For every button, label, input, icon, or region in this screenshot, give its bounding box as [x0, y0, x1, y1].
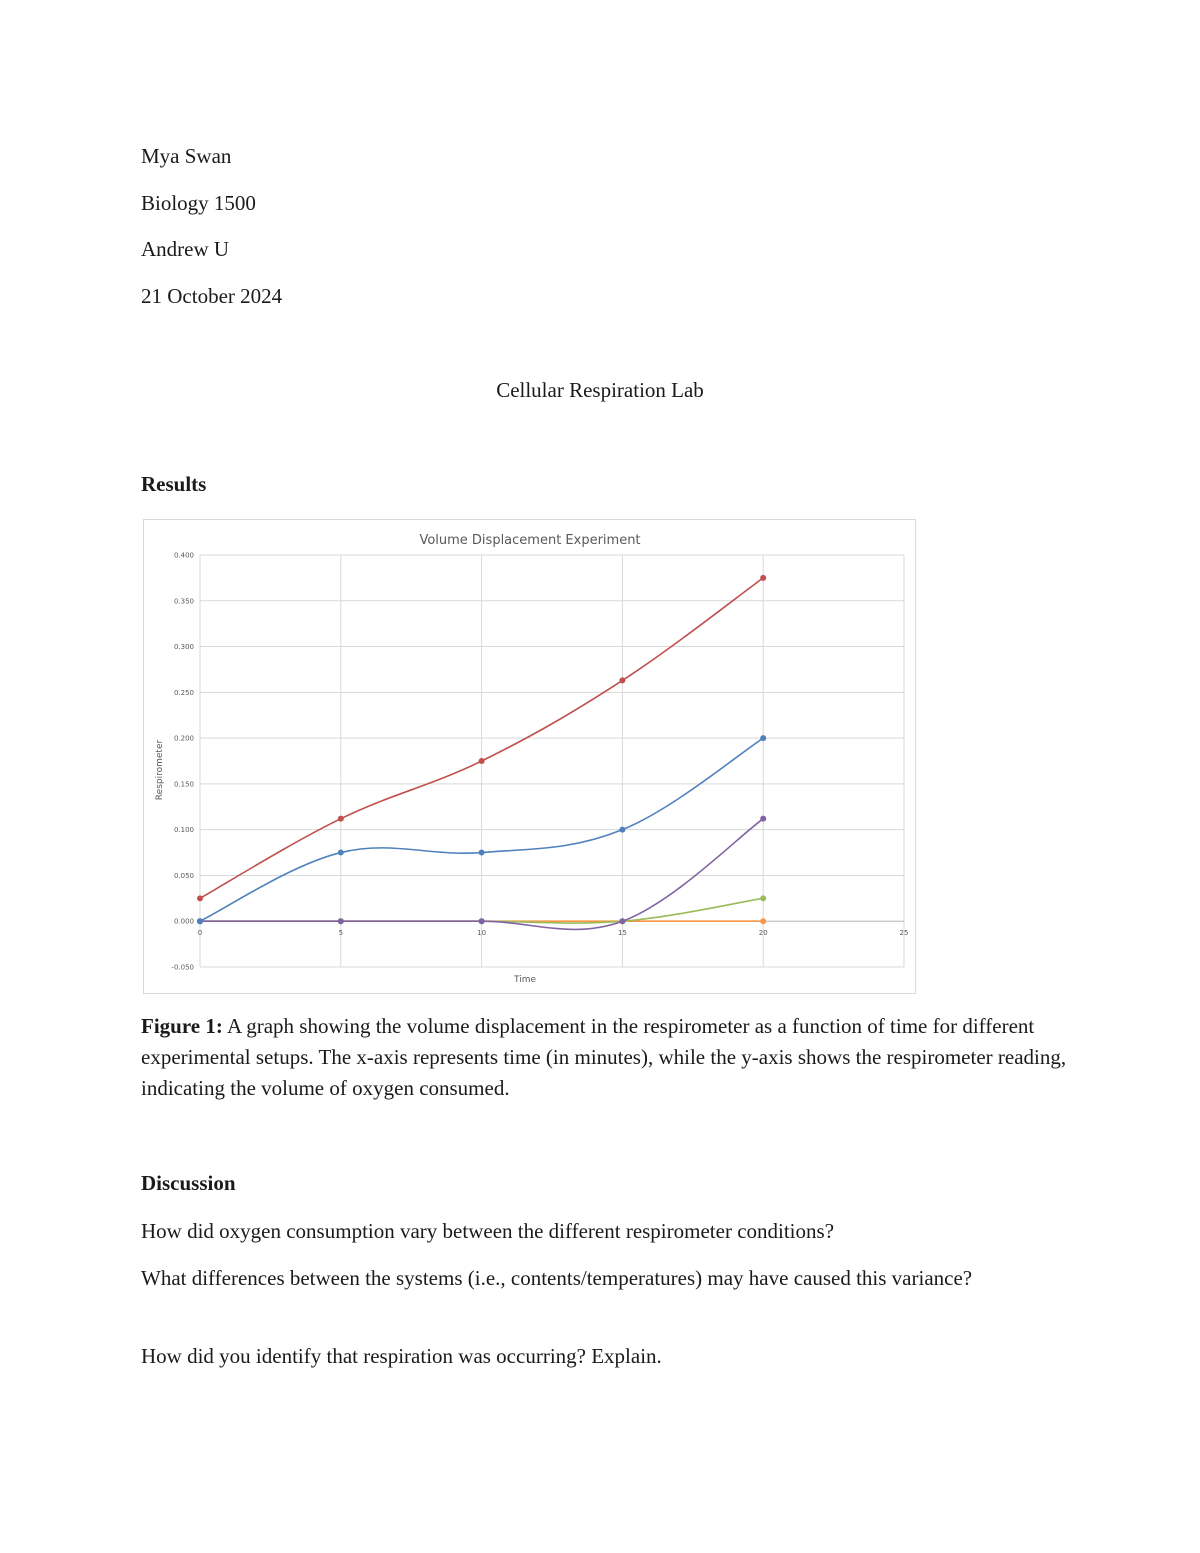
x-tick-label: 20 [758, 929, 768, 938]
y-tick-label: 0.100 [173, 826, 194, 835]
x-tick-label: 25 [899, 929, 909, 938]
data-point [197, 895, 203, 901]
data-point [760, 918, 766, 924]
x-tick-label: 15 [617, 929, 627, 938]
chart-axes [171, 552, 908, 972]
x-tick-label: 0 [197, 929, 203, 938]
figure-text: A graph showing the volume displacement in the respirometer as a function of time for different experimental setups. The x-axis represents time (in minutes), while the y-axis shows the respirometer reading, indicating the volume of oxygen consumed. [141, 1014, 1067, 1100]
chart-canvas [144, 520, 917, 995]
y-tick-label: 0.300 [173, 643, 194, 652]
data-point [760, 735, 766, 741]
x-tick-label: 5 [338, 929, 344, 938]
figure-caption [141, 1011, 1071, 1104]
data-point [760, 816, 766, 822]
discussion-heading: Discussion [141, 1171, 236, 1195]
instructor-name: Andrew U [141, 237, 230, 261]
data-point [619, 918, 625, 924]
y-tick-label: 0.350 [173, 597, 194, 606]
results-heading: Results [141, 472, 207, 496]
y-tick-label: 0.250 [173, 688, 194, 697]
volume-displacement-chart [143, 519, 916, 994]
author-name: Mya Swan [141, 144, 232, 168]
data-point [479, 918, 485, 924]
course-name: Biology 1500 [141, 191, 256, 215]
data-point [760, 895, 766, 901]
data-point [338, 850, 344, 856]
chart-title: Volume Displacement Experiment [419, 533, 641, 548]
document-date: 21 October 2024 [141, 284, 283, 308]
discussion-question-2: What differences between the systems (i.e., contents/temperatures) may have caused this variance? [141, 1266, 973, 1290]
data-point [338, 918, 344, 924]
data-point [760, 575, 766, 581]
data-point [619, 677, 625, 683]
y-tick-label: 0.400 [173, 551, 194, 560]
data-point [479, 850, 485, 856]
data-point [197, 918, 203, 924]
y-axis-title: Respirometer [155, 739, 165, 801]
y-tick-label: 0.150 [173, 780, 194, 789]
data-point [619, 827, 625, 833]
y-tick-label: 0.000 [173, 917, 194, 926]
data-point [338, 816, 344, 822]
y-tick-label: -0.050 [171, 963, 194, 972]
x-tick-label: 10 [477, 929, 487, 938]
data-point [479, 758, 485, 764]
figure-label: Figure 1: [141, 1014, 223, 1038]
x-axis-title: Time [513, 975, 537, 985]
discussion-question-3: How did you identify that respiration was occurring? Explain. [141, 1344, 662, 1368]
discussion-question-1: How did oxygen consumption vary between the different respirometer conditions? [141, 1219, 835, 1243]
chart-gridlines [197, 555, 904, 967]
y-tick-label: 0.050 [173, 871, 194, 880]
document-title: Cellular Respiration Lab [496, 378, 704, 402]
y-tick-label: 0.200 [173, 734, 194, 743]
